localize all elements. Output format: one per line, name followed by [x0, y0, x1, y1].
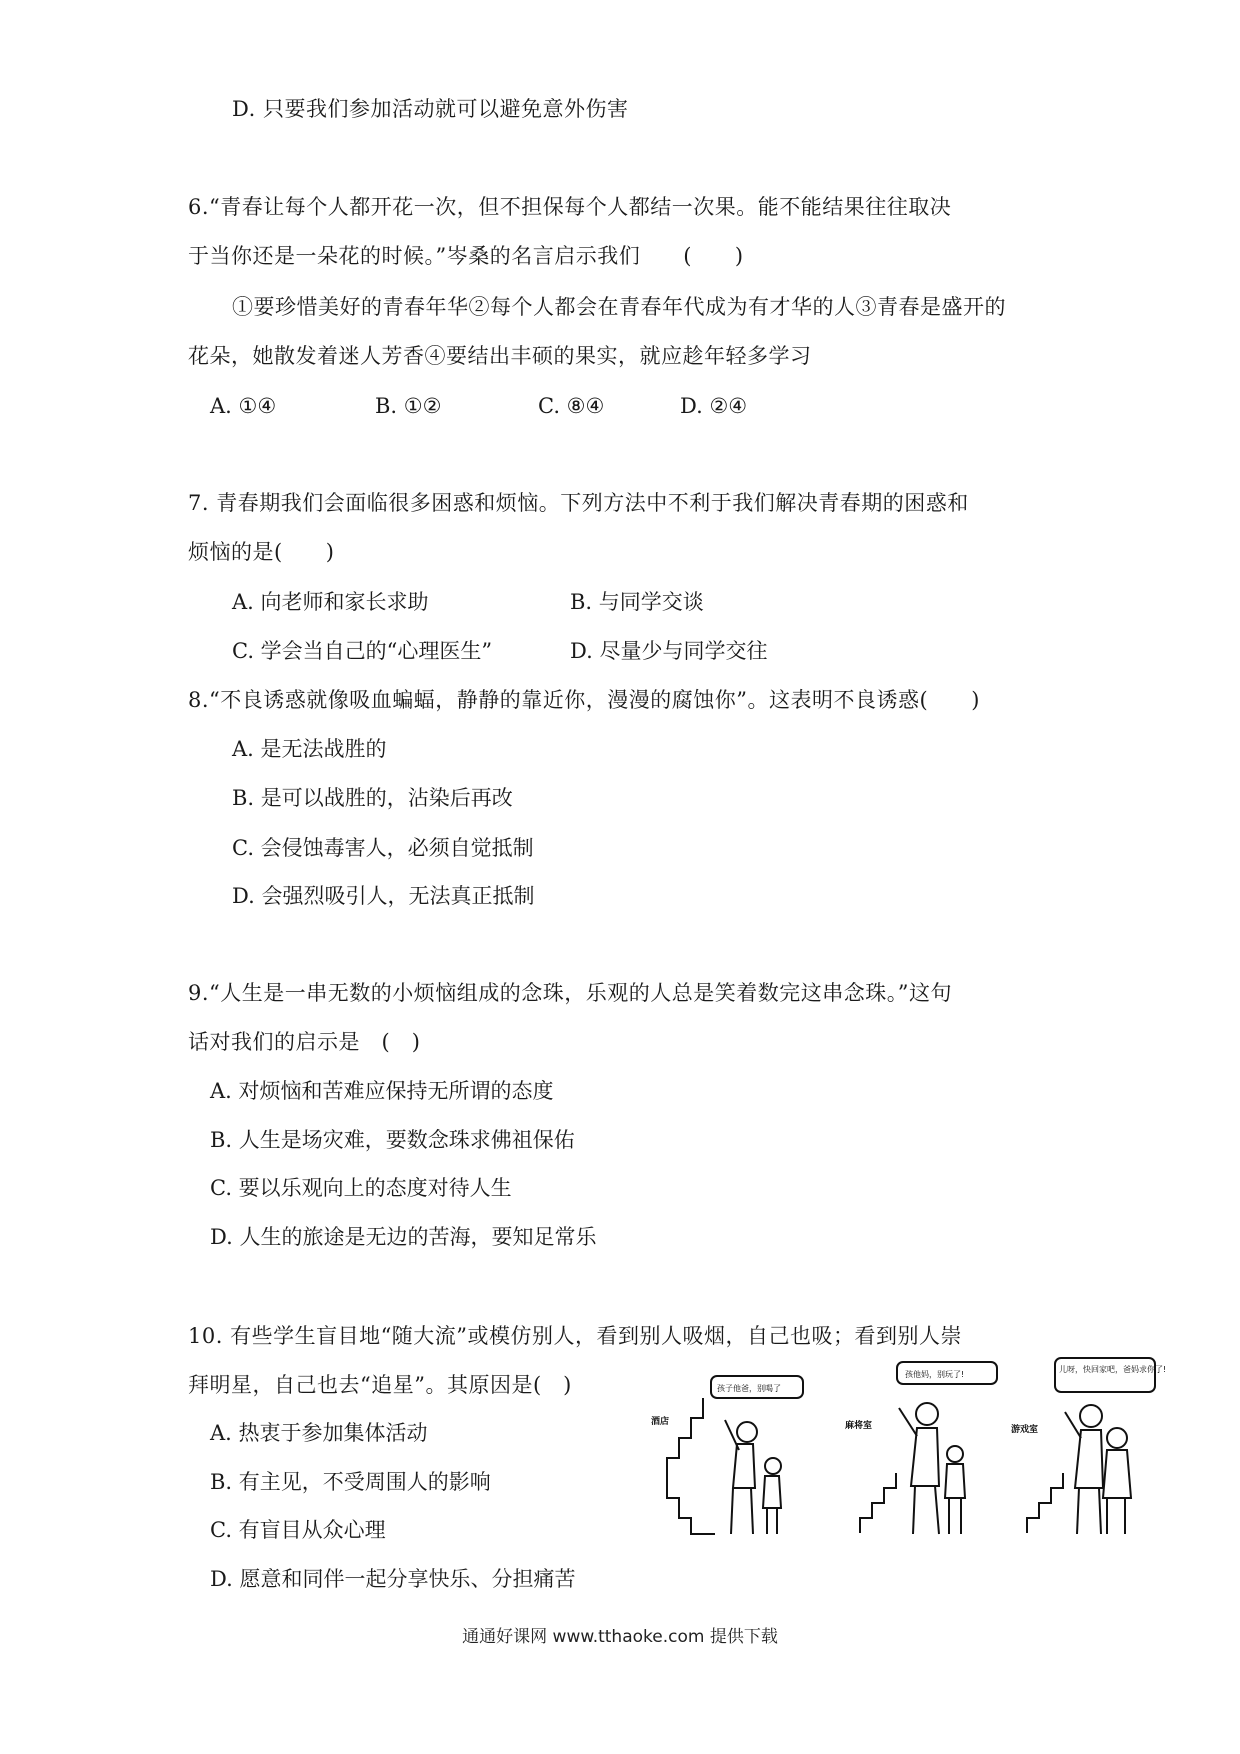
q5-option-d: D. 只要我们参加活动就可以避免意外伤害 — [232, 97, 629, 121]
panel1-sign: 酒店 — [651, 1417, 670, 1427]
q10-stem-line2: 拜明星，自己也去“追星”。其原因是( ) — [188, 1373, 572, 1397]
panel3-bubble-text: 儿呀，快回家吧，爸妈求你了! — [1059, 1365, 1167, 1374]
q8-stem: 8.“不良诱惑就像吸血蝙蝠，静静的靠近你，漫漫的腐蚀你”。这表明不良诱惑( ) — [188, 688, 980, 712]
q7-option-a: A. 向老师和家长求助 — [232, 590, 429, 614]
q6-option-d: D. ②④ — [680, 394, 748, 418]
q7-stem-line2: 烦恼的是( ) — [188, 540, 335, 564]
panel3-father-icon — [1080, 1405, 1102, 1427]
q9-option-b: B. 人生是场灾难，要数念珠求佛祖保佑 — [210, 1128, 575, 1152]
panel3-mother-icon — [1107, 1428, 1127, 1448]
q7-option-b: B. 与同学交谈 — [570, 590, 704, 614]
panel2-child-icon — [947, 1446, 963, 1462]
panel1-bubble-text: 孩子他爸，别喝了 — [717, 1384, 781, 1393]
q10-stem-line1: 10. 有些学生盲目地“随大流”或模仿别人，看到别人吸烟，自己也吸；看到别人崇 — [188, 1324, 963, 1348]
conformity-cartoon — [651, 1358, 1167, 1544]
q7-option-d: D. 尽量少与同学交往 — [570, 639, 768, 663]
q6-option-c: C. ⑧④ — [538, 394, 605, 418]
panel3-bubble — [1055, 1358, 1155, 1392]
q10-option-a: A. 热衷于参加集体活动 — [210, 1421, 428, 1445]
q9-option-d: D. 人生的旅途是无边的苦海，要知足常乐 — [210, 1225, 597, 1249]
q9-option-a: A. 对烦恼和苦难应保持无所谓的态度 — [210, 1079, 554, 1103]
panel3-sign: 游戏室 — [1011, 1425, 1039, 1435]
q6-option-b: B. ①② — [375, 394, 442, 418]
q8-option-c: C. 会侵蚀毒害人，必须自觉抵制 — [232, 836, 534, 860]
q6-statements-line1: ①要珍惜美好的青春年华②每个人都会在青春年代成为有才华的人③青春是盛开的 — [232, 295, 1006, 319]
panel2-sign: 麻将室 — [845, 1421, 873, 1431]
q10-option-c: C. 有盲目从众心理 — [210, 1518, 386, 1542]
q6-statements-line2: 花朵，她散发着迷人芳香④要结出丰硕的果实，就应趁年轻多学习 — [188, 344, 812, 368]
panel1-child-icon — [765, 1458, 781, 1474]
q8-option-a: A. 是无法战胜的 — [232, 737, 387, 761]
q8-option-d: D. 会强烈吸引人，无法真正抵制 — [232, 884, 535, 908]
q6-option-a: A. ①④ — [210, 394, 277, 418]
q9-option-c: C. 要以乐观向上的态度对待人生 — [210, 1176, 512, 1200]
q10-option-b: B. 有主见，不受周围人的影响 — [210, 1470, 491, 1494]
q6-stem-line1: 6.“青春让每个人都开花一次，但不担保每个人都结一次果。能不能结果往往取决 — [188, 195, 952, 219]
q7-option-c: C. 学会当自己的“心理医生” — [232, 639, 493, 663]
q6-stem-line2: 于当你还是一朵花的时候。”岑桑的名言启示我们 ( ) — [188, 244, 744, 268]
panel1-stairs-icon — [667, 1398, 703, 1478]
q10-option-d: D. 愿意和同伴一起分享快乐、分担痛苦 — [210, 1567, 576, 1591]
panel1-mother-icon — [737, 1422, 757, 1442]
q7-stem-line1: 7. 青春期我们会面临很多困惑和烦恼。下列方法中不利于我们解决青春期的困惑和 — [188, 491, 969, 515]
q9-stem-line2: 话对我们的启示是 ( ) — [188, 1030, 421, 1054]
footer-download-note: 通通好课网 www.tthaoke.com 提供下载 — [462, 1627, 778, 1647]
panel2-bubble-text: 孩他妈，别玩了! — [905, 1370, 965, 1379]
panel2-father-icon — [916, 1403, 938, 1425]
q9-stem-line1: 9.“人生是一串无数的小烦恼组成的念珠，乐观的人总是笑着数完这串念珠。”这句 — [188, 981, 953, 1005]
q8-option-b: B. 是可以战胜的，沾染后再改 — [232, 786, 513, 810]
